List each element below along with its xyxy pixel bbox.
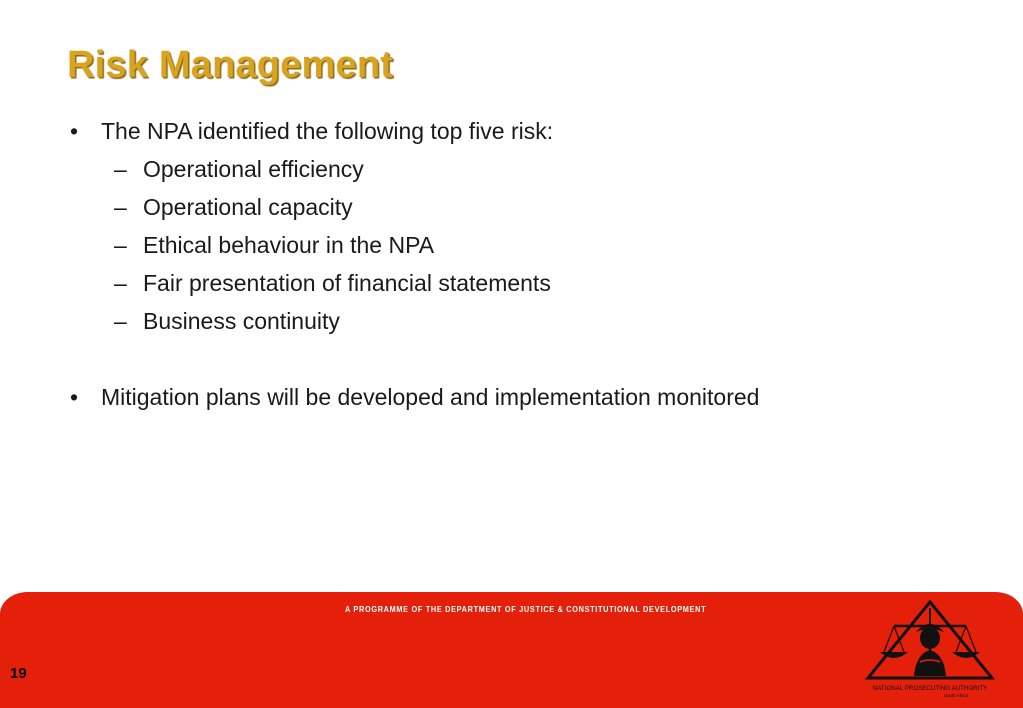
sub-bullet-text: Ethical behaviour in the NPA — [143, 232, 435, 258]
sub-bullet-item — [0, 264, 1023, 302]
spacer — [0, 340, 1023, 378]
bullet-text: The NPA identified the following top five risk: — [101, 118, 554, 144]
sub-bullet-item — [0, 188, 1023, 226]
bullet-mark: • — [70, 118, 79, 144]
npa-logo-icon — [860, 598, 1000, 704]
sub-bullet-text: Business continuity — [143, 308, 340, 334]
programme-text: A PROGRAMME OF THE DEPARTMENT OF JUSTICE & CONSTITUTIONAL DEVELOPMENT — [345, 604, 707, 614]
sub-bullet-item — [0, 302, 1023, 340]
bullet-list — [0, 112, 1023, 416]
dash-mark: – — [114, 194, 127, 220]
dash-mark: – — [114, 270, 127, 296]
logo-text: NATIONAL PROSECUTING AUTHORITY — [872, 685, 988, 692]
sub-bullet-text: Operational capacity — [143, 194, 353, 220]
logo-subtext: South Africa — [943, 693, 969, 698]
sub-bullet-text: Operational efficiency — [143, 156, 364, 182]
bullet-item — [0, 112, 1023, 150]
page-number: 19 — [10, 665, 27, 682]
slide-title: Risk Management — [67, 44, 394, 86]
sub-bullet-text: Fair presentation of financial statements — [143, 270, 551, 296]
dash-mark: – — [114, 232, 127, 258]
sub-bullet-item — [0, 150, 1023, 188]
bullet-text: Mitigation plans will be developed and implementation monitored — [101, 384, 760, 410]
dash-mark: – — [114, 308, 127, 334]
bullet-mark: • — [70, 384, 79, 410]
sub-bullet-item — [0, 226, 1023, 264]
bullet-item — [0, 378, 1023, 416]
dash-mark: – — [114, 156, 127, 182]
